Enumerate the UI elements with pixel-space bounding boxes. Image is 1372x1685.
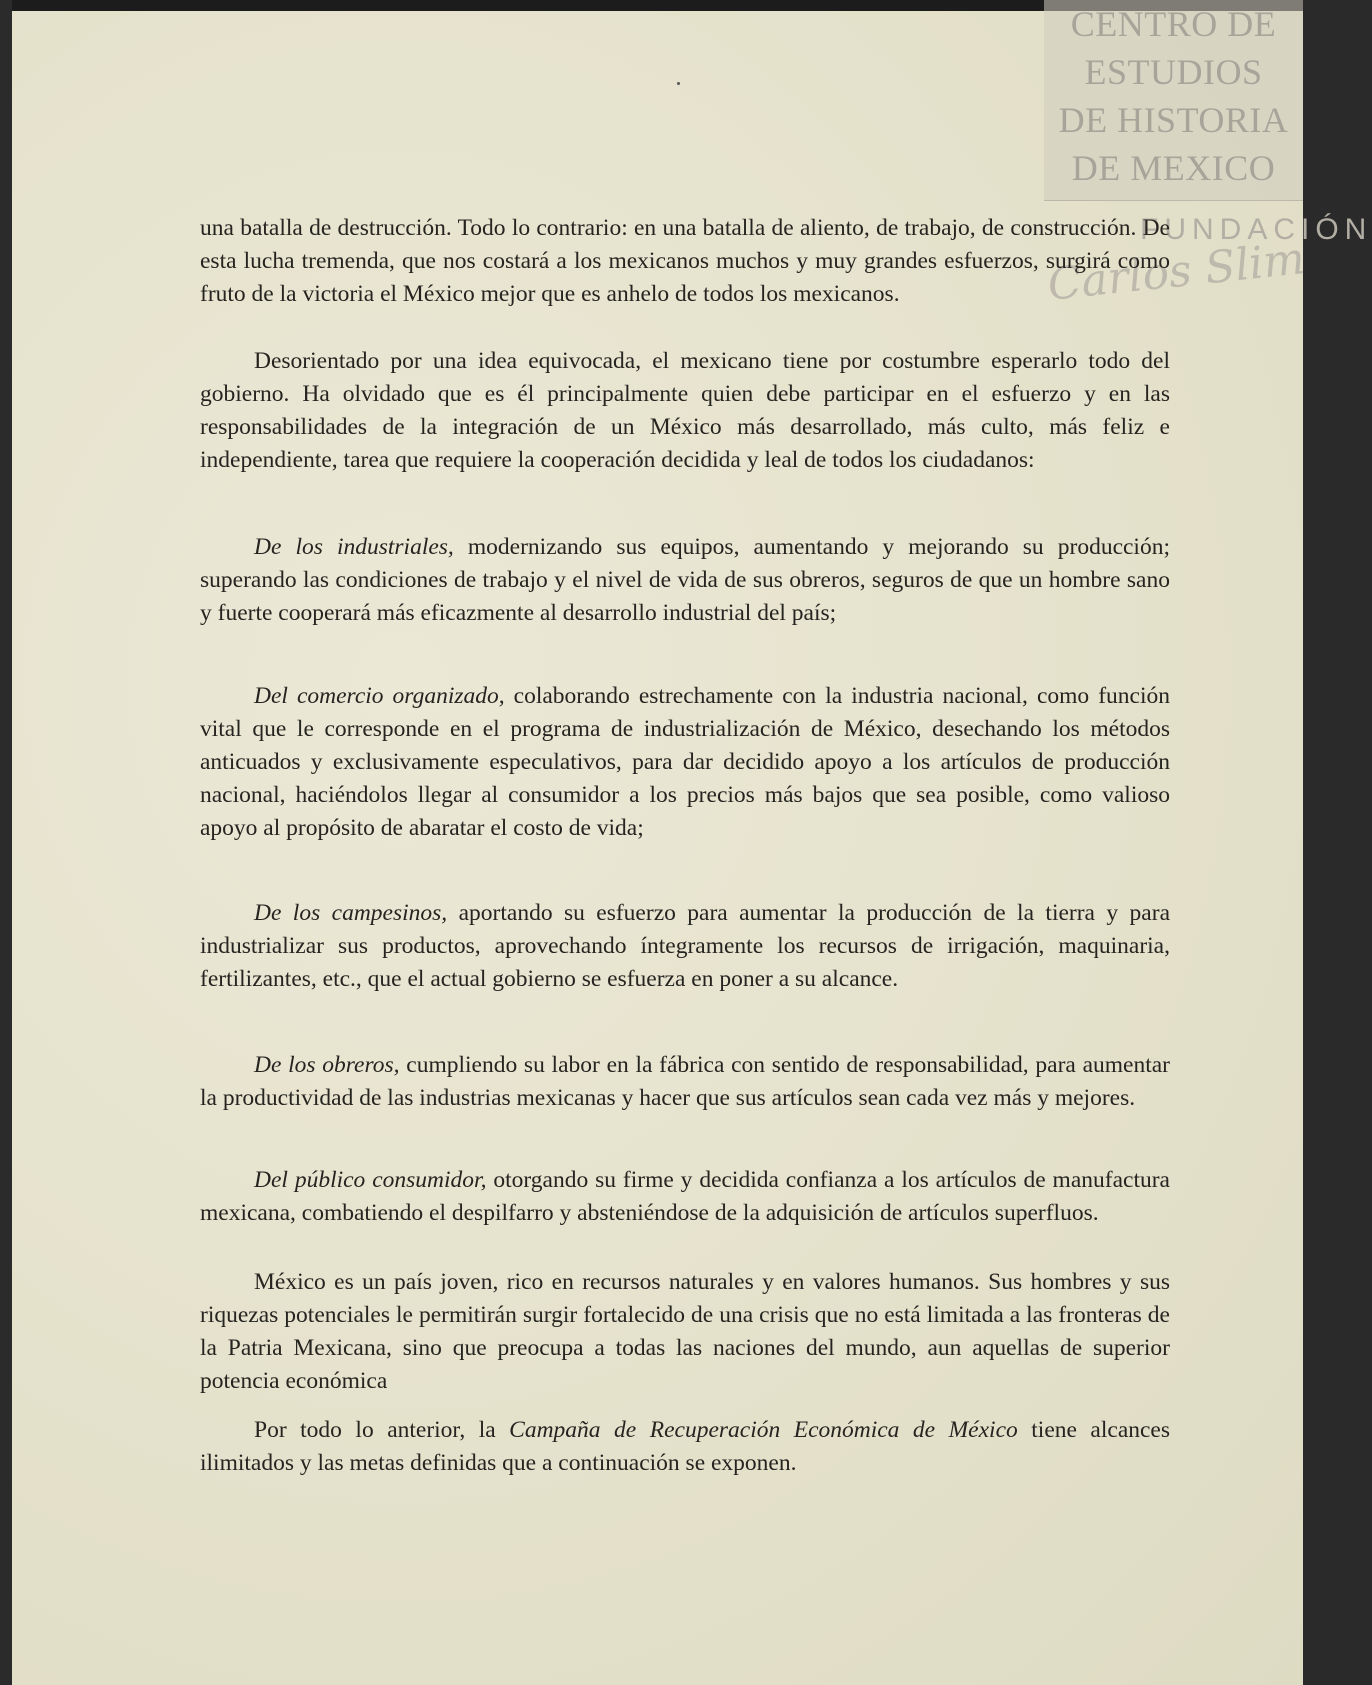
paragraph-text: otorgando su firme y decidida confianza a los artículos de manufactura mexicana, combatiendo el despilfarro y absteniéndose de la adquisición de artículos superfluos. xyxy=(200,1167,1170,1226)
paragraph-conclusion xyxy=(200,1414,1170,1480)
paragraph-mexico xyxy=(200,1266,1170,1398)
watermark-line: ESTUDIOS xyxy=(1084,52,1263,92)
lead-phrase: De los campesinos, xyxy=(254,900,448,926)
watermark-line: DE HISTORIA xyxy=(1058,100,1289,140)
paragraph-text: Desorientado por una idea equivocada, el mexicano tiene por costumbre esperarlo todo del gobierno. Ha olvidado que es él principalmente quien debe participar en el esfuerzo y en las responsabilidades de la integración de un México más desarrollado, más culto, más feliz e independiente, tarea que requiere la cooperación decidida y leal de todos los ciudadanos: xyxy=(200,348,1170,473)
paragraph-industriales xyxy=(200,531,1170,630)
lead-phrase: Del público consumidor, xyxy=(254,1167,487,1193)
archive-watermark xyxy=(1044,0,1303,201)
paragraph-text: cumpliendo su labor en la fábrica con sentido de responsabilidad, para aumentar la productividad de las industrias mexicanas y hacer que sus artículos sean cada vez más y mejores. xyxy=(200,1052,1170,1111)
paragraph-obreros xyxy=(200,1049,1170,1115)
lead-phrase: Del comercio organizado, xyxy=(254,683,505,709)
paragraph-1 xyxy=(200,212,1170,311)
paragraph-text: una batalla de destrucción. Todo lo contrario: en una batalla de aliento, de trabajo, de construcción. De esta lucha tremenda, que nos costará a los mexicanos muchos y muy grandes esfuerzos, surgirá como fruto de la victoria el México mejor que es anhelo de todos los mexicanos. xyxy=(200,215,1170,307)
signature-watermark: Carlos Slim xyxy=(1045,233,1308,311)
paragraph-text: aportando su esfuerzo para aumentar la producción de la tierra y para industrializar sus productos, aprovechando íntegramente los recursos de irrigación, maquinaria, fertilizantes, etc., que el actual gobierno se esfuerza en poner a su alcance. xyxy=(200,900,1170,992)
paragraph-text: México es un país joven, rico en recursos naturales y en valores humanos. Sus hombres y sus riquezas potenciales le permitirán surgir fortalecido de una crisis que no está limitada a las fronteras de la Patria Mexicana, sino que preocupa a todas las naciones del mundo, aun aquellas de superior potencia económica xyxy=(200,1269,1170,1394)
paragraph-text: modernizando sus equipos, aumentando y mejorando su producción; superando las condiciones de trabajo y el nivel de vida de sus obreros, seguros de que un hombre sano y fuerte cooperará más eficazmente al desarrollo industrial del país; xyxy=(200,534,1170,626)
watermark-line: DE MEXICO xyxy=(1071,148,1276,188)
lead-phrase: De los industriales, xyxy=(254,534,454,560)
watermark-line: CENTRO DE xyxy=(1070,4,1277,44)
lead-phrase: De los obreros, xyxy=(254,1052,400,1078)
scan-border-left xyxy=(0,0,12,1685)
paragraph-text: colaborando estrechamente con la industria nacional, como función vital que le corresponde en el programa de industrialización de México, desechando los métodos anticuados y exclusivamente especulativos, para dar decidido apoyo a los artículos de producción nacional, haciéndolos llegar al consumidor a los precios más bajos que sea posible, como valioso apoyo al propósito de abaratar el costo de vida; xyxy=(200,683,1170,841)
fundacion-stamp: FUNDACIÓN xyxy=(1140,213,1372,246)
paragraph-text: Por todo lo anterior, la xyxy=(254,1417,510,1443)
paragraph-consumidor xyxy=(200,1164,1170,1230)
speck xyxy=(677,82,680,85)
paragraph-text: tiene alcances ilimitados y las metas definidas que a continuación se exponen. xyxy=(200,1417,1171,1476)
paragraph-comercio xyxy=(200,680,1170,845)
campaign-title: Campaña de Recuperación Económica de México xyxy=(509,1417,1018,1443)
paragraph-2 xyxy=(200,345,1170,477)
paragraph-campesinos xyxy=(200,897,1170,996)
